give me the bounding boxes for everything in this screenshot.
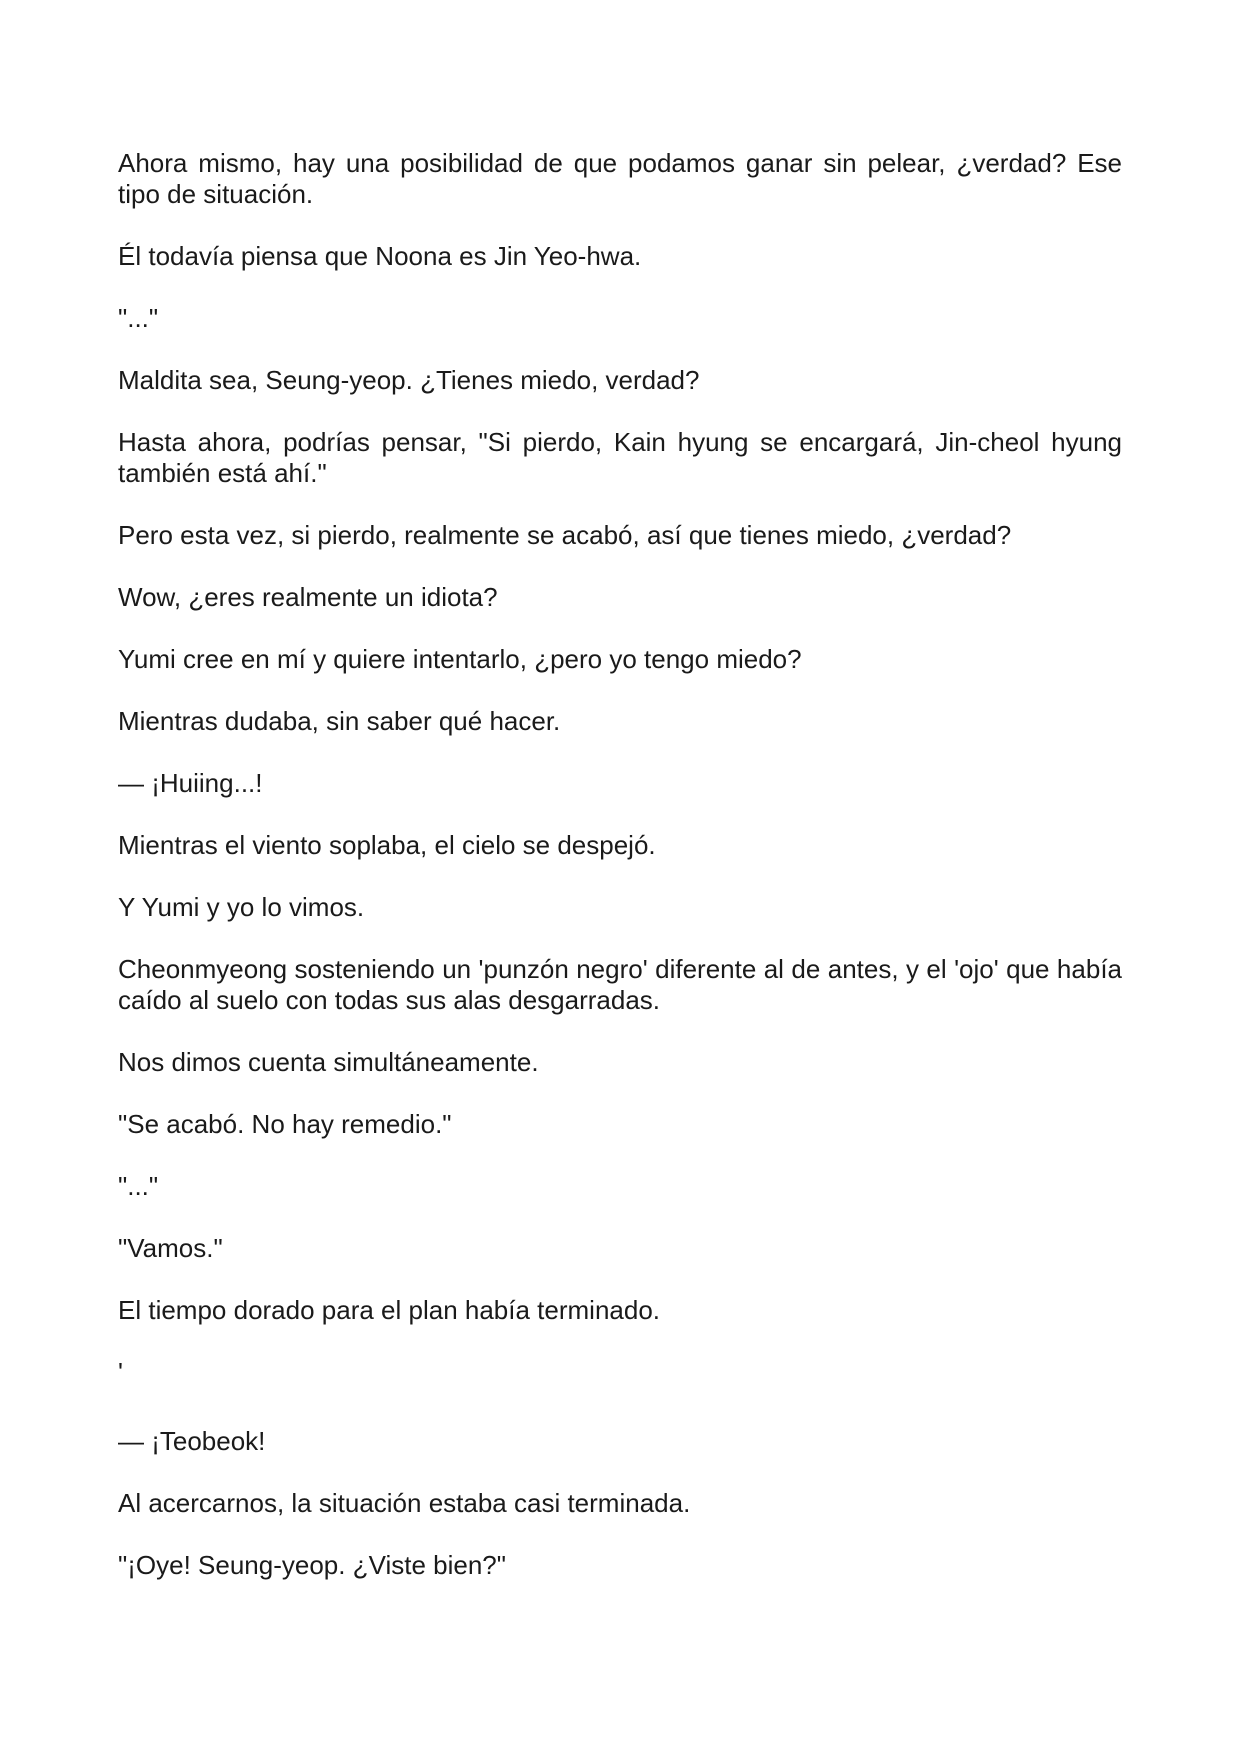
paragraph: "Vamos." bbox=[118, 1233, 223, 1263]
paragraph: El tiempo dorado para el plan había terminado. bbox=[118, 1295, 661, 1325]
paragraph: Ahora mismo, hay una posibilidad de que podamos ganar sin pelear, ¿verdad? Ese tipo de situación. bbox=[118, 148, 1122, 209]
paragraph: Pero esta vez, si pierdo, realmente se acabó, así que tienes miedo, ¿verdad? bbox=[118, 520, 1012, 550]
paragraph: Maldita sea, Seung-yeop. ¿Tienes miedo, verdad? bbox=[118, 365, 700, 395]
paragraph: Nos dimos cuenta simultáneamente. bbox=[118, 1047, 539, 1077]
paragraph: Cheonmyeong sosteniendo un 'punzón negro' diferente al de antes, y el 'ojo' que había caído al suelo con todas sus alas desgarradas. bbox=[118, 954, 1122, 1015]
paragraph: Yumi cree en mí y quiere intentarlo, ¿pero yo tengo miedo? bbox=[118, 644, 802, 674]
paragraph: Mientras dudaba, sin saber qué hacer. bbox=[118, 706, 561, 736]
paragraph: Al acercarnos, la situación estaba casi terminada. bbox=[118, 1488, 691, 1518]
paragraph: Hasta ahora, podrías pensar, "Si pierdo, Kain hyung se encargará, Jin-cheol hyung también está ahí." bbox=[118, 427, 1122, 488]
paragraph: "Se acabó. No hay remedio." bbox=[118, 1109, 452, 1139]
paragraph-mark: ' bbox=[118, 1357, 123, 1387]
paragraph: "..." bbox=[118, 1171, 159, 1201]
paragraph: — ¡Huiing...! bbox=[118, 768, 263, 798]
paragraph: Y Yumi y yo lo vimos. bbox=[118, 892, 365, 922]
body-text bbox=[118, 148, 1122, 1612]
paragraph: "¡Oye! Seung-yeop. ¿Viste bien?" bbox=[118, 1550, 506, 1580]
paragraph: Él todavía piensa que Noona es Jin Yeo-hwa. bbox=[118, 241, 642, 271]
paragraph: — ¡Teobeok! bbox=[118, 1426, 266, 1456]
paragraph: Mientras el viento soplaba, el cielo se despejó. bbox=[118, 830, 656, 860]
paragraph: Wow, ¿eres realmente un idiota? bbox=[118, 582, 498, 612]
paragraph: "..." bbox=[118, 303, 159, 333]
